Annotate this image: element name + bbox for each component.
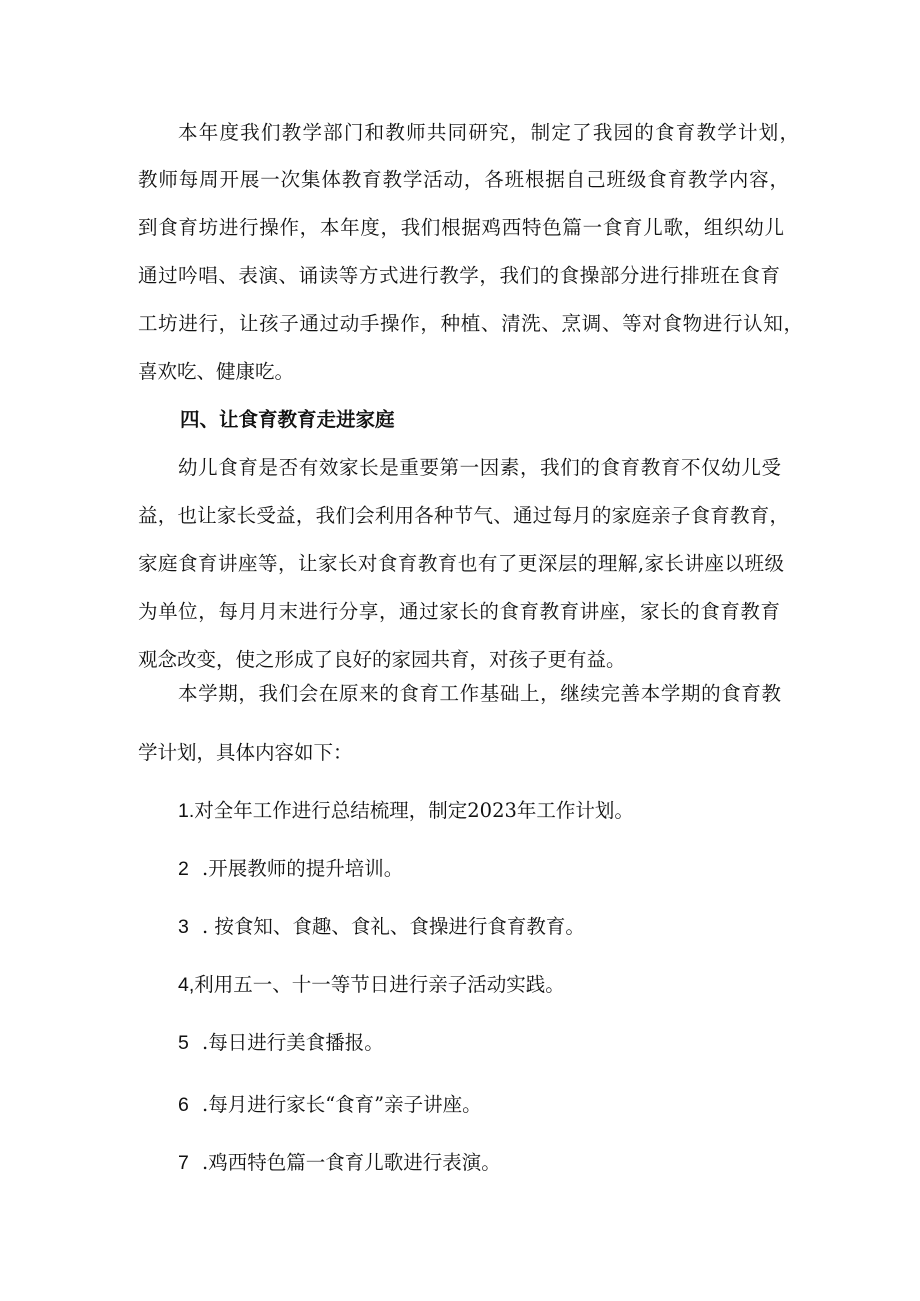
paragraph-line: 本学期，我们会在原来的食育工作基础上，继续完善本学期的食育教 [178, 682, 781, 705]
list-item-number: 2 [178, 858, 189, 880]
paragraph-line: 观念改变，使之形成了良好的家园共育，对孩子更有益。 [138, 648, 626, 671]
list-item-number: 3 [178, 916, 189, 938]
paragraph-line: 益，也让家长受益，我们会利用各种节气、通过每月的家庭亲子食育教育， [138, 504, 789, 527]
list-item [178, 1149, 501, 1177]
list-item-text: .鸡西特色篇一食育儿歌进行表演。 [202, 1151, 501, 1174]
list-item-number: 1. [178, 800, 195, 822]
paragraph-line: 喜欢吃、健康吃。 [138, 360, 295, 383]
list-item-text: .开展教师的提升培训。 [202, 857, 404, 880]
list-item [178, 913, 585, 941]
list-item-number: 6 [178, 1094, 189, 1116]
list-item [178, 797, 634, 825]
list-item-text: .每月进行家长“食育”亲子讲座。 [202, 1093, 482, 1116]
list-item [178, 1091, 482, 1119]
list-item [178, 971, 565, 999]
list-item [178, 1029, 384, 1057]
paragraph-line: 到食育坊进行操作，本年度，我们根据鸡西特色篇一食育儿歌，组织幼儿 [138, 216, 784, 239]
paragraph-line: 教师每周开展一次集体教育教学活动，各班根据自己班级食育教学内容， [138, 168, 789, 191]
list-item-text: .每日进行美食播报。 [202, 1031, 384, 1054]
paragraph-line: 本年度我们教学部门和教师共同研究，制定了我园的食育教学计划， [178, 121, 799, 144]
paragraph-line: 为单位，每月月末进行分享，通过家长的食育教育讲座，家长的食育教育 [138, 600, 780, 623]
section-heading: 四、让食育教育走进家庭 [180, 408, 395, 431]
paragraph-line: 家庭食育讲座等，让家长对食育教育也有了更深层的理解,家长讲座以班级 [138, 552, 784, 575]
list-item-text: 对全年工作进行总结梳理，制定2023年工作计划。 [194, 799, 634, 822]
list-item-number: 5 [178, 1032, 189, 1054]
list-item-text: 利用五一、十一等节日进行亲子活动实践。 [194, 973, 565, 996]
list-item-text: . 按食知、食趣、食礼、食操进行食育教育。 [202, 915, 585, 938]
list-item-number: 4, [178, 974, 195, 996]
paragraph-line: 幼儿食育是否有效家长是重要第一因素，我们的食育教育不仅幼儿受 [178, 456, 781, 479]
paragraph-line: 学计划，具体内容如下： [138, 741, 353, 764]
list-item [178, 855, 403, 883]
paragraph-line: 工坊进行，让孩子通过动手操作，种植、清洗、烹调、等对食物进行认知， [138, 312, 803, 335]
paragraph-line: 通过吟唱、表演、诵读等方式进行教学，我们的食操部分进行排班在食育 [138, 264, 780, 287]
list-item-number: 7 [178, 1152, 189, 1174]
